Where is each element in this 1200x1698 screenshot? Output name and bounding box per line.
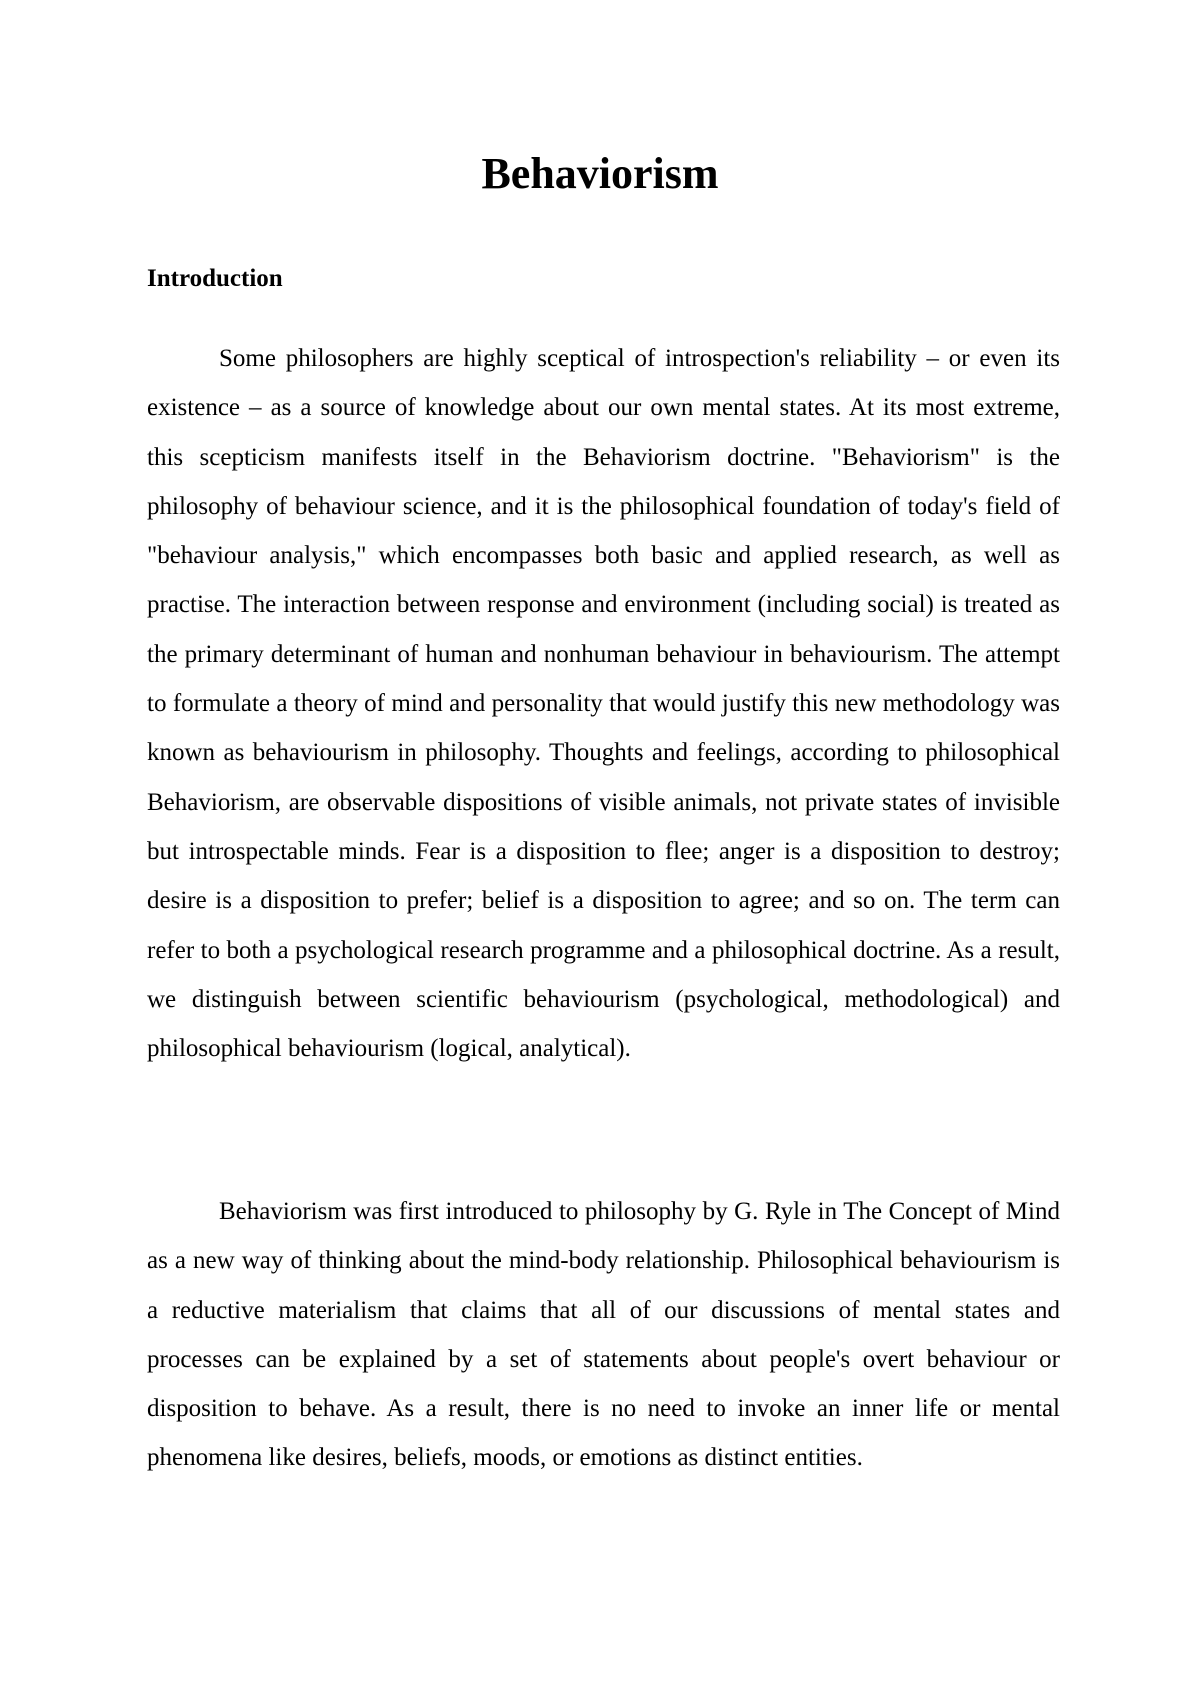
- body-paragraph-2: Behaviorism was first introduced to philosophy by G. Ryle in The Concept of Mind as a new way of thinking about the mind-body relationship. Philosophical behaviourism is a reductive materialism that claims that all of our discussions of mental states and processes can be explained by a set of statements about people's overt behaviour or disposition to behave. As a result, there is no need to invoke an inner life or mental phenomena like desires, beliefs, moods, or emotions as distinct entities.: [147, 1198, 1060, 1472]
- body-paragraph-1: Some philosophers are highly sceptical of introspection's reliability – or even its existence – as a source of knowledge about our own mental states. At its most extreme, this scepticism manifests itself in the Behaviorism doctrine. "Behaviorism" is the philosophy of behaviour science, and it is the philosophical foundation of today's field of "behaviour analysis," which encompasses both basic and applied research, as well as practise. The interaction between response and environment (including social) is treated as the primary determinant of human and nonhuman behaviour in behaviourism. The attempt to formulate a theory of mind and personality that would justify this new methodology was known as behaviourism in philosophy. Thoughts and feelings, according to philosophical Behaviorism, are observable dispositions of visible animals, not private states of invisible but introspectable minds. Fear is a disposition to flee; anger is a disposition to destroy; desire is a disposition to prefer; belief is a disposition to agree; and so on. The term can refer to both a psychological research programme and a philosophical doctrine. As a result, we distinguish between scientific behaviourism (psychological, methodological) and philosophical behaviourism (logical, analytical).: [147, 345, 1060, 1063]
- section-heading: Introduction: [147, 265, 283, 292]
- page-title: Behaviorism: [481, 149, 719, 198]
